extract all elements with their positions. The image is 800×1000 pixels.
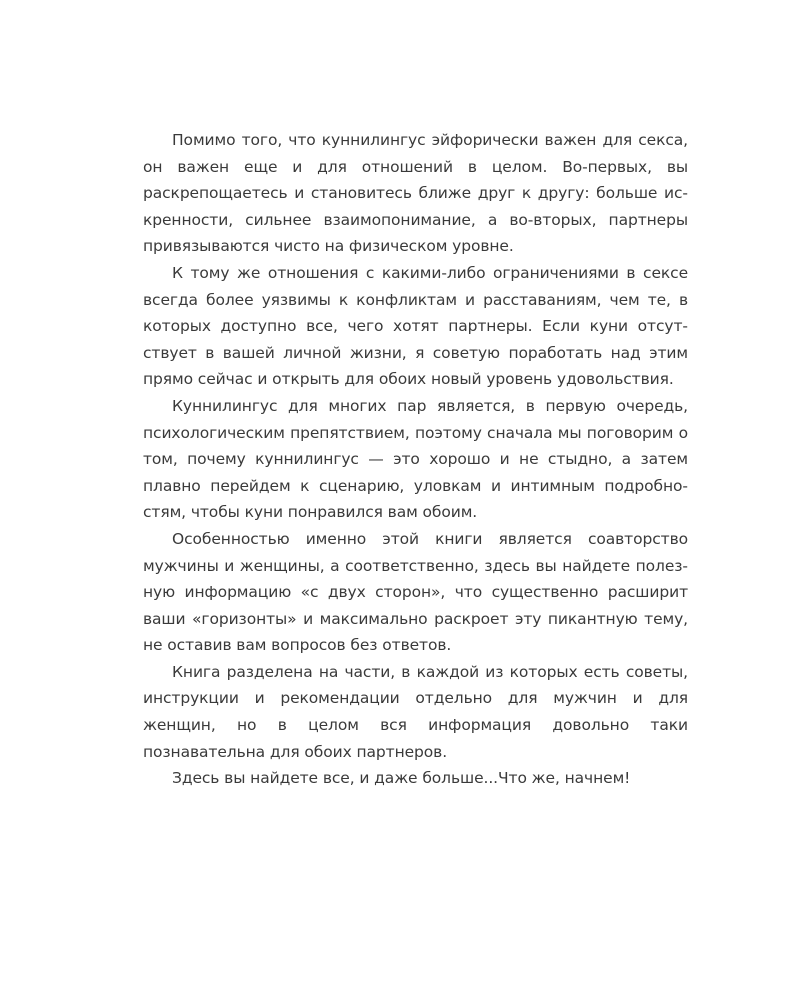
- body-text: [143, 127, 688, 792]
- paragraph-1: Помимо того, что куннилингус эйфорически важен для секса, он важен еще и для отношений в целом. Во-первых, вы раскрепощаетесь и становитесь ближе друг к другу: больше искренности, сильнее взаимопонимание, а во-вторых, партнеры привязываются чисто на физическом уровне.: [143, 131, 688, 256]
- paragraph-4: Особенностью именно этой книги является соавторство мужчины и женщины, а соответственно, здесь вы найдете полезную информацию «с двух сторон», что существенно расширит ваши «горизонты» и максимально раскроет эту пикантную тему, не оставив вам вопросов без ответов.: [143, 529, 688, 655]
- paragraph-5: Книга разделена на части, в каждой из которых есть советы, инструкции и рекомендации отдельно для мужчин и для женщин, но в целом вся информация довольно таки познавательна для обоих партнеров.: [143, 662, 688, 761]
- paragraph-2: К тому же отношения с какими-либо ограничениями в сексе всегда более уязвимы к конфликтам и расставаниям, чем те, в которых доступно все, чего хотят партнеры. Если куни отсутствует в вашей личной жизни, я советую поработать над этим прямо сейчас и открыть для обоих новый уровень удовольствия.: [143, 263, 688, 389]
- paragraph-3: Куннилингус для многих пар является, в первую очередь, психологическим препятствием, поэтому сначала мы поговорим о том, почему куннилингус — это хорошо и не стыдно, а затем плавно перейдем к сценарию, уловкам и интимным подробностям, чтобы куни понравился вам обоим.: [143, 396, 688, 522]
- paragraph-6: Здесь вы найдете все, и даже больше...Что же, начнем!: [172, 769, 631, 788]
